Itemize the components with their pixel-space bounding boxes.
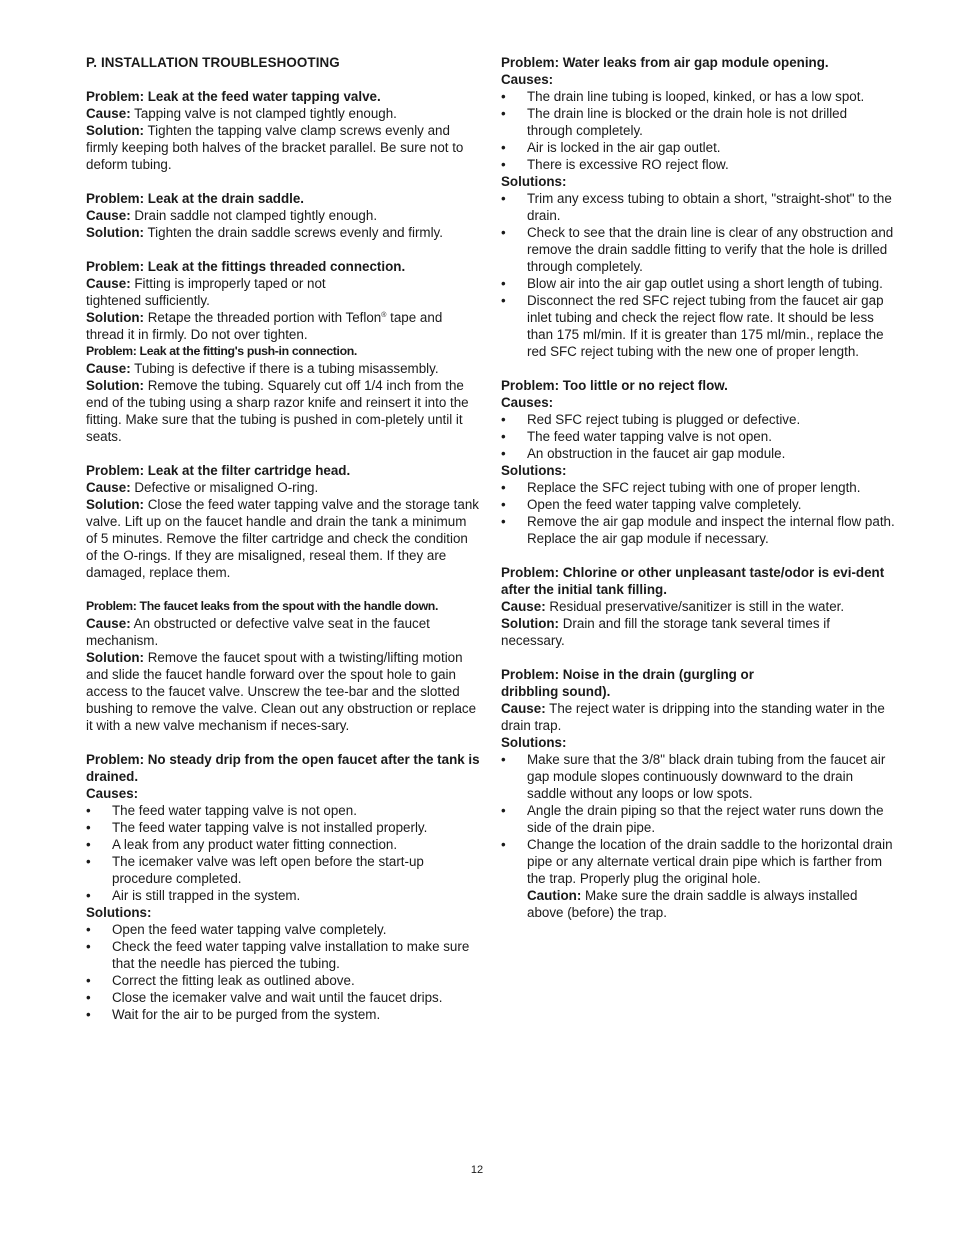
solution-label: Solution: <box>86 310 145 325</box>
problem-block-threaded-connection <box>86 258 481 343</box>
list-item: • Correct the fitting leak as outlined above. <box>86 972 481 989</box>
causes-heading: Causes: <box>501 395 554 410</box>
problem-block-taste-odor <box>501 564 896 649</box>
problem-block-reject-flow <box>501 377 896 547</box>
list-item: • Check to see that the drain line is clear of any obstruction and remove the drain saddle fitting to verify that the hole is drilled through completely. <box>501 224 896 275</box>
list-item: • Angle the drain piping so that the reject water runs down the side of the drain pipe. <box>501 802 896 836</box>
solutions-heading: Solutions: <box>501 174 567 189</box>
solution-text: Solution: Tighten the tapping valve clamp screws evenly and firmly keeping both halves of the bracket parallel. Be sure not to deform tubing. <box>86 123 464 172</box>
problem-heading: Problem: Leak at the drain saddle. <box>86 191 305 206</box>
solution-text: Solution: Tighten the drain saddle screws evenly and firmly. <box>86 225 443 240</box>
solutions-heading: Solutions: <box>501 735 567 750</box>
problem-heading: Problem: Leak at the filter cartridge head. <box>86 463 351 478</box>
solution-label: Solution: <box>86 123 145 138</box>
problem-heading: Problem: Water leaks from air gap module opening. <box>501 55 829 70</box>
page-number: 12 <box>470 1164 484 1176</box>
list-item: • Check the feed water tapping valve installation to make sure that the needle has pierced the tubing. <box>86 938 481 972</box>
solutions-list <box>86 921 481 1023</box>
causes-list <box>501 411 896 462</box>
caution-label: Caution: <box>527 888 582 903</box>
problem-heading-continued: dribbling sound). <box>501 684 611 699</box>
solutions-list <box>501 479 896 547</box>
causes-list <box>86 802 481 904</box>
solution-label: Solution: <box>501 616 560 631</box>
solution-label: Solution: <box>86 225 145 240</box>
problem-block-air-gap-leak <box>501 54 896 360</box>
list-item: • Replace the SFC reject tubing with one of proper length. <box>501 479 896 496</box>
solution-text: Solution: Remove the faucet spout with a twisting/lifting motion and slide the faucet handle forward over the spout hole to gain access to the faucet valve. Unscrew the tee-bar and the slotted bushing to remove the valve. Clean out any obstruction or replace it with a new valve mechanism if neces-sary. <box>86 650 477 733</box>
causes-heading: Causes: <box>86 786 139 801</box>
list-item: • A leak from any product water fitting connection. <box>86 836 481 853</box>
left-column <box>86 54 481 1023</box>
list-item: • Trim any excess tubing to obtain a short, "straight-shot" to the drain. <box>501 190 896 224</box>
solution-text: Solution: Remove the tubing. Squarely cut off 1/4 inch from the end of the tubing using a sharp razor knife and reinsert it into the fitting. Make sure that the tubing is pushed in com-pletely until it seats. <box>86 378 469 444</box>
list-item: • Open the feed water tapping valve completely. <box>501 496 896 513</box>
list-item: • There is excessive RO reject flow. <box>501 156 896 173</box>
problem-heading: Problem: Leak at the fittings threaded connection. <box>86 259 406 274</box>
causes-heading: Causes: <box>501 72 554 87</box>
solutions-heading: Solutions: <box>86 905 152 920</box>
list-item: • Air is still trapped in the system. <box>86 887 481 904</box>
list-item: • The feed water tapping valve is not open. <box>501 428 896 445</box>
cause-label: Cause: <box>86 480 131 495</box>
list-item: • An obstruction in the faucet air gap module. <box>501 445 896 462</box>
problem-block-drain-noise <box>501 666 896 921</box>
cause-label: Cause: <box>86 616 131 631</box>
list-item: • The drain line is blocked or the drain hole is not drilled through completely. <box>501 105 896 139</box>
list-item: • Make sure that the 3/8" black drain tubing from the faucet air gap module slopes continuously downward to the drain saddle without any loops or low spots. <box>501 751 896 802</box>
cause-label: Cause: <box>501 701 546 716</box>
problem-heading: Problem: Leak at the fitting's push-in connection. <box>86 344 358 358</box>
problem-block-feed-valve <box>86 88 481 173</box>
cause-text: Cause: Tubing is defective if there is a tubing misassembly. <box>86 361 439 376</box>
problem-block-push-in-connection <box>86 343 481 445</box>
solutions-list <box>501 190 896 360</box>
cause-text: Cause: Fitting is improperly taped or not <box>86 276 326 291</box>
problem-heading: Problem: No steady drip from the open faucet after the tank is drained. <box>86 752 480 784</box>
cause-label: Cause: <box>501 599 546 614</box>
problem-heading: Problem: Noise in the drain (gurgling or <box>501 667 754 682</box>
solution-label: Solution: <box>86 650 145 665</box>
list-item: • Disconnect the red SFC reject tubing from the faucet air gap inlet tubing and check the reject flow rate. It should be less than 175 ml/min. If it is greater than 175 ml/min., replace the red SFC reject tubing with the new one of proper length. <box>501 292 896 360</box>
solutions-list <box>501 751 896 921</box>
list-item: • Blow air into the air gap outlet using a short length of tubing. <box>501 275 896 292</box>
cause-text: Cause: Defective or misaligned O-ring. <box>86 480 319 495</box>
solution-label: Solution: <box>86 378 145 393</box>
problem-heading: Problem: Chlorine or other unpleasant taste/odor is evi-dent after the initial tank filling. <box>501 565 885 597</box>
problem-heading: Problem: Leak at the feed water tapping valve. <box>86 89 381 104</box>
cause-label: Cause: <box>86 106 131 121</box>
right-column <box>501 54 896 938</box>
solution-label: Solution: <box>86 497 145 512</box>
solution-text: Solution: Close the feed water tapping valve and the storage tank valve. Lift up on the faucet handle and drain the tank a minimum of 5 minutes. Remove the filter cartridge and check the condition of the O-rings. If they are misaligned, reseal them. If they are damaged, replace them. <box>86 497 479 580</box>
list-item: • Air is locked in the air gap outlet. <box>501 139 896 156</box>
list-item: • The feed water tapping valve is not open. <box>86 802 481 819</box>
cause-label: Cause: <box>86 208 131 223</box>
list-item: • Remove the air gap module and inspect the internal flow path. Replace the air gap module if necessary. <box>501 513 896 547</box>
problem-block-filter-head <box>86 462 481 581</box>
list-item: • Close the icemaker valve and wait until the faucet drips. <box>86 989 481 1006</box>
cause-text: Cause: Drain saddle not clamped tightly enough. <box>86 208 378 223</box>
solution-text: Solution: Retape the threaded portion with Teflon® tape and thread it in firmly. Do not over tighten. <box>86 310 443 342</box>
cause-text: Cause: Tapping valve is not clamped tightly enough. <box>86 106 397 121</box>
causes-list <box>501 88 896 173</box>
registered-mark: ® <box>381 312 387 319</box>
cause-text: Cause: Residual preservative/sanitizer is still in the water. <box>501 599 845 614</box>
cause-label: Cause: <box>86 361 131 376</box>
list-item: • Wait for the air to be purged from the system. <box>86 1006 481 1023</box>
list-item: • Open the feed water tapping valve completely. <box>86 921 481 938</box>
cause-text: Cause: The reject water is dripping into the standing water in the drain trap. <box>501 701 885 733</box>
problem-block-no-drip <box>86 751 481 1023</box>
problem-block-faucet-leak <box>86 598 481 734</box>
solution-text: Solution: Drain and fill the storage tank several times if necessary. <box>501 616 830 648</box>
list-item: • Red SFC reject tubing is plugged or defective. <box>501 411 896 428</box>
list-item: • The drain line tubing is looped, kinked, or has a low spot. <box>501 88 896 105</box>
cause-label: Cause: <box>86 276 131 291</box>
list-item: • The icemaker valve was left open before the start-up procedure completed. <box>86 853 481 887</box>
problem-block-drain-saddle <box>86 190 481 241</box>
caution-text: Make sure the drain saddle is always installed above (before) the trap. <box>527 888 858 920</box>
problem-heading: Problem: The faucet leaks from the spout with the handle down. <box>86 599 439 613</box>
list-item: • The feed water tapping valve is not installed properly. <box>86 819 481 836</box>
list-item: • Change the location of the drain saddle to the horizontal drain pipe or any alternate vertical drain pipe which is farther from the trap. Properly plug the original hole. Caution: Make sure the drain saddle is always installed above (before) the trap. <box>501 836 896 921</box>
cause-text-continued: tightened sufficiently. <box>86 293 210 308</box>
problem-heading: Problem: Too little or no reject flow. <box>501 378 728 393</box>
cause-text: Cause: An obstructed or defective valve seat in the faucet mechanism. <box>86 616 430 648</box>
section-title: P. INSTALLATION TROUBLESHOOTING <box>86 55 340 70</box>
solutions-heading: Solutions: <box>501 463 567 478</box>
